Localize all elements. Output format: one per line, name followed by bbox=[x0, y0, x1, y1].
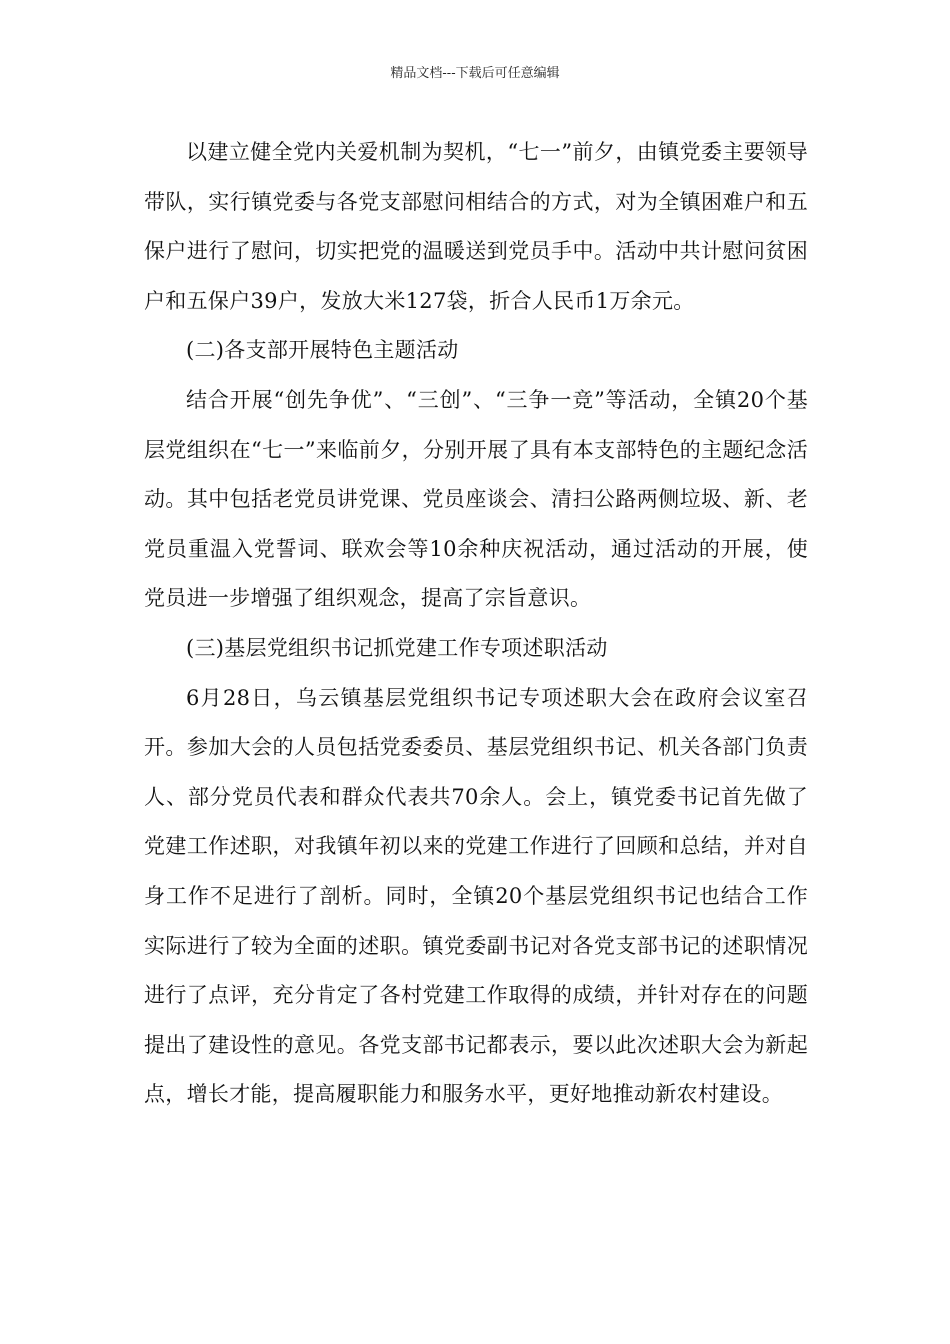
paragraph-branch-activities: 结合开展“创先争优”、“三创”、“三争一竞”等活动，全镇20个基层党组织在“七一”来临前夕，分别开展了具有本支部特色的主题纪念活动。其中包括老党员讲党课、党员座谈会、清扫公路两侧垃圾、新、老党员重温入党誓词、联欢会等10余种庆祝活动，通过活动的开展，使党员进一步增强了组织观念，提高了宗旨意识。 bbox=[144, 387, 808, 611]
document-body bbox=[144, 128, 808, 1120]
paragraph-secretary-report: 6月28日，乌云镇基层党组织书记专项述职大会在政府会议室召开。参加大会的人员包括党委委员、基层党组织书记、机关各部门负责人、部分党员代表和群众代表共70余人。会上，镇党委书记首先做了党建工作述职，对我镇年初以来的党建工作进行了回顾和总结，并对自身工作不足进行了剖析。同时，全镇20个基层党组织书记也结合工作实际进行了较为全面的述职。镇党委副书记对各党支部书记的述职情况进行了点评，充分肯定了各村党建工作取得的成绩，并针对存在的问题提出了建设性的意见。各党支部书记都表示，要以此次述职大会为新起点，增长才能，提高履职能力和服务水平，更好地推动新农村建设。 bbox=[144, 685, 808, 1107]
page-header: 精品文档---下载后可任意编辑 bbox=[390, 66, 560, 81]
paragraph-party-care: 以建立健全党内关爱机制为契机，“七一”前夕，由镇党委主要领导带队，实行镇党委与各党支部慰问相结合的方式，对为全镇困难户和五保户进行了慰问，切实把党的温暖送到党员手中。活动中共计慰问贫困户和五保户39户，发放大米127袋，折合人民币1万余元。 bbox=[144, 140, 808, 313]
section-heading-branch-activities: (二)各支部开展特色主题活动 bbox=[186, 338, 459, 363]
section-heading-secretary-report: (三)基层党组织书记抓党建工作专项述职活动 bbox=[186, 635, 608, 660]
